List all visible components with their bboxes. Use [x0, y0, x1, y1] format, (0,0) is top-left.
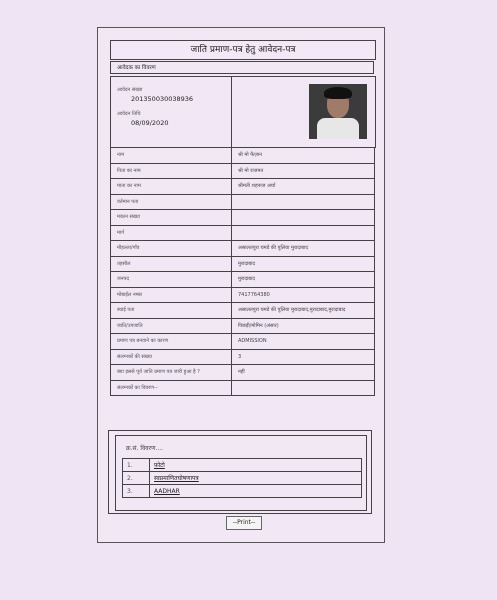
section-label: आवेदक का विवरण	[110, 61, 374, 74]
row-value: ADMISSION	[232, 334, 375, 350]
row-value: श्रीमती शहनाज अर्चा	[232, 179, 375, 195]
table-row	[111, 210, 375, 226]
table-row	[111, 194, 375, 210]
application-date: 08/09/2020	[131, 119, 169, 127]
table-row	[111, 318, 375, 334]
row-value	[232, 210, 375, 226]
row-label: प्रमाण पत्र बनवाने का कारण	[111, 334, 232, 350]
row-value: नहीं	[232, 365, 375, 381]
attachment-link[interactable]: स्वप्रमाणितघोषणापत्र	[150, 472, 362, 485]
application-no-label: आवेदन संख्या	[117, 87, 143, 93]
form-title: जाति प्रमाण-पत्र हेतु आवेदन-पत्र	[110, 40, 376, 60]
attachment-link[interactable]: फ़ोटो	[150, 459, 362, 472]
list-item	[123, 472, 362, 485]
attachments-panel	[108, 430, 372, 514]
list-item	[123, 485, 362, 498]
row-value: मुरादाबाद	[232, 272, 375, 288]
row-label: स्थाई पता	[111, 303, 232, 319]
table-row	[111, 380, 375, 396]
row-value: 7417764380	[232, 287, 375, 303]
row-label: क्या इससे पूर्व जाति प्रमाण पत्र जारी हुआ है ?	[111, 365, 232, 381]
print-button[interactable]: --Print--	[226, 516, 262, 530]
row-value: पिछड़ी/मोमिन (अंसार)	[232, 318, 375, 334]
row-label: तहसील	[111, 256, 232, 272]
row-label: माता का नाम	[111, 179, 232, 195]
application-no: 201350030038936	[131, 95, 194, 103]
attachment-no: 2.	[123, 472, 150, 485]
row-label: मार्ग	[111, 225, 232, 241]
applicant-photo	[309, 84, 367, 139]
attachment-link[interactable]: AADHAR	[150, 485, 362, 498]
row-label: मोबाईल नम्बर	[111, 287, 232, 303]
table-row	[111, 163, 375, 179]
table-row	[111, 334, 375, 350]
row-label: संलग्नकों का विवरण--	[111, 380, 232, 396]
row-label: संलग्नकों की संख्या	[111, 349, 232, 365]
application-date-label: आवेदन तिथि	[117, 111, 141, 117]
table-row	[111, 272, 375, 288]
table-row	[111, 225, 375, 241]
row-label: वर्तमान पता	[111, 194, 232, 210]
row-label: जनपद	[111, 272, 232, 288]
row-value: मुरादाबाद	[232, 256, 375, 272]
row-value: 3	[232, 349, 375, 365]
row-value	[232, 225, 375, 241]
row-label: नाम	[111, 148, 232, 164]
row-value: असालतपुरा चमडे की पुलिया मुरादाबाद	[232, 241, 375, 257]
table-row	[111, 179, 375, 195]
row-value	[232, 380, 375, 396]
row-value: असालतपुरा चमडे की पुलिया मुरादाबाद,मुरादाबाद,मुरादाबाद	[232, 303, 375, 319]
table-row	[111, 256, 375, 272]
attachment-no: 3.	[123, 485, 150, 498]
table-row	[111, 349, 375, 365]
table-row	[111, 241, 375, 257]
attachments-table	[122, 458, 362, 498]
row-label: जाति/उपजाति	[111, 318, 232, 334]
list-item	[123, 459, 362, 472]
row-value: श्री मो फैज़ान	[232, 148, 375, 164]
table-row	[111, 303, 375, 319]
attachments-header: क्र.सं. विवरण....	[126, 445, 164, 452]
attachment-no: 1.	[123, 459, 150, 472]
row-value: श्री मो राजमत	[232, 163, 375, 179]
row-label: मौहल्ला/गाँव	[111, 241, 232, 257]
table-row	[111, 287, 375, 303]
table-row	[111, 148, 375, 164]
row-label: पिता का नाम	[111, 163, 232, 179]
applicant-header-box	[110, 76, 376, 148]
row-label: मकान संख्या	[111, 210, 232, 226]
row-value	[232, 194, 375, 210]
details-table	[110, 147, 375, 396]
table-row	[111, 365, 375, 381]
